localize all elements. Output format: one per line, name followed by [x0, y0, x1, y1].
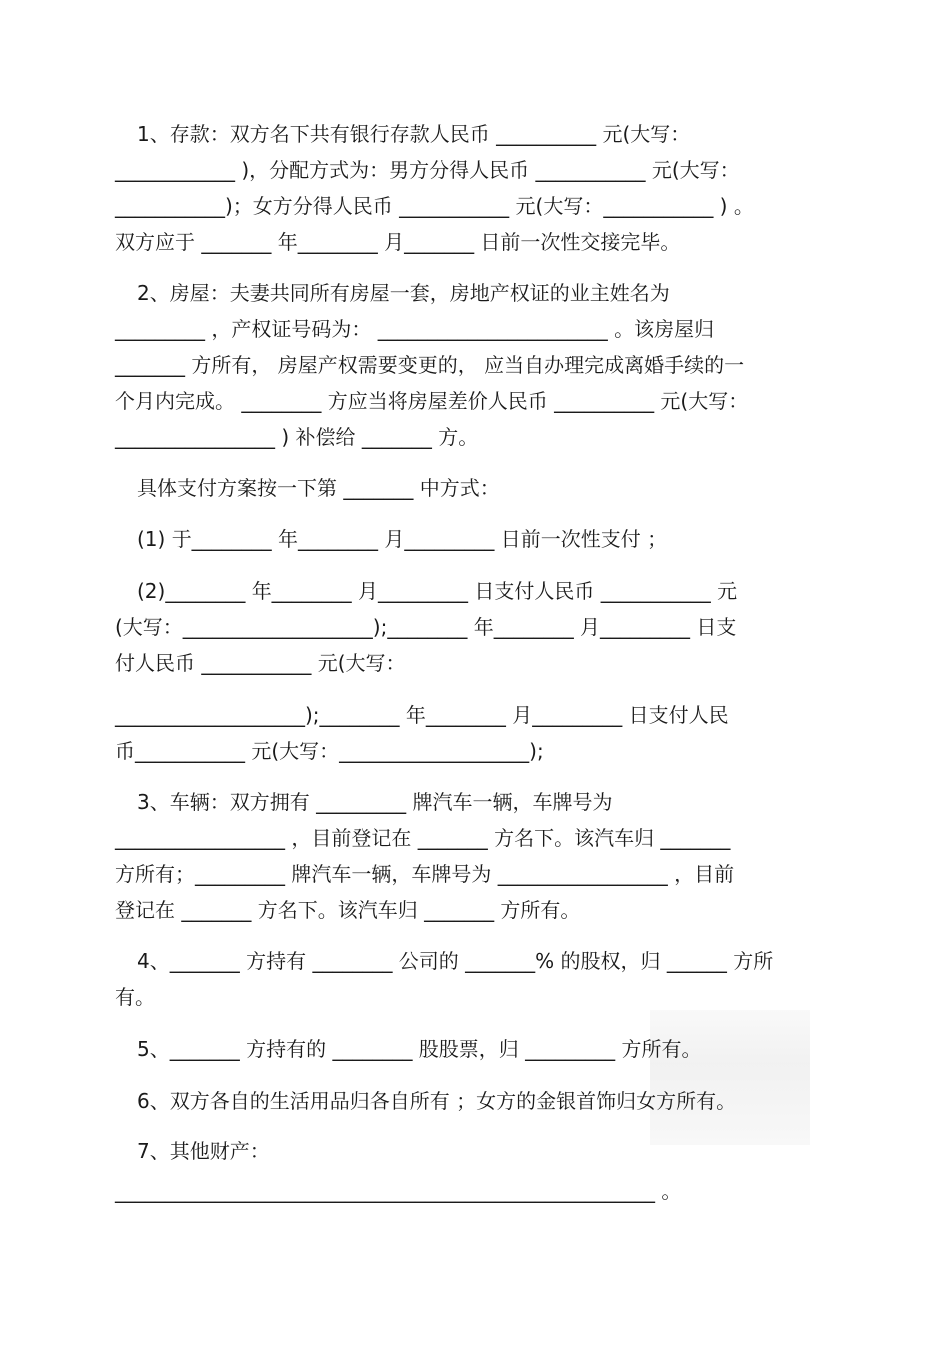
clause-3-line-1: 3、车辆：双方拥有 _________ 牌汽车一辆，车牌号为 [137, 790, 613, 814]
clause-1-line-3: ___________)；女方分得人民币 ___________ 元(大写：___________ ) 。 [115, 194, 754, 218]
clause-7-label: 7、其他财产： [137, 1139, 270, 1163]
payment-option-1: (1) 于________ 年________ 月_________ 日前一次性支付 ； [137, 527, 668, 551]
clause-2-line-3: _______ 方所有， 房屋产权需要变更的， 应当自办理完成离婚手续的一 [115, 353, 745, 377]
background-watermark-image [650, 1010, 810, 1145]
payment-plan-intro: 具体支付方案按一下第 _______ 中方式： [137, 476, 500, 500]
clause-2-line-5: ________________ ) 补偿给 _______ 方。 [115, 425, 479, 449]
clause-1-line-4: 双方应于 _______ 年________ 月_______ 日前一次性交接完毕。 [115, 230, 681, 254]
clause-3-line-2: _________________ ，目前登记在 _______ 方名下。该汽车归 _______ [115, 826, 731, 850]
clause-1-line-1: 1、存款：双方名下共有银行存款人民币 __________ 元(大写： [137, 122, 691, 146]
clause-5: 5、_______ 方持有的 ________ 股股票，归 _________ 方所有。 [137, 1037, 702, 1061]
clause-4-line-2: 有。 [115, 985, 155, 1009]
payment-option-2-line-4: ___________________);________ 年________ 月_________ 日支付人民 [115, 703, 729, 727]
payment-option-2-line-2: (大写：___________________);________ 年________ 月_________ 日支 [115, 615, 737, 639]
clause-2-line-2: _________ ，产权证号码为： _______________________ 。该房屋归 [115, 317, 715, 341]
clause-2-line-4: 个月内完成。 ________ 方应当将房屋差价人民币 __________ 元(大写： [115, 389, 749, 413]
clause-1-line-2: ____________ )，分配方式为：男方分得人民币 ___________ 元(大写： [115, 158, 740, 182]
clause-2-line-1: 2、房屋：夫妻共同所有房屋一套，房地产权证的业主姓名为 [137, 281, 670, 305]
payment-option-2-line-3: 付人民币 ___________ 元(大写： [115, 651, 406, 675]
payment-option-2-line-5: 币___________ 元(大写：___________________); [115, 739, 544, 763]
clause-6: 6、双方各自的生活用品归各自所有 ；女方的金银首饰归女方所有。 [137, 1089, 737, 1113]
clause-3-line-3: 方所有；_________ 牌汽车一辆，车牌号为 _________________ ，目前 [115, 862, 735, 886]
clause-3-line-4: 登记在 _______ 方名下。该汽车归 _______ 方所有。 [115, 898, 581, 922]
payment-option-2-line-1: (2)________ 年________ 月_________ 日支付人民币 ___________ 元 [137, 579, 738, 603]
clause-4-line-1: 4、_______ 方持有 ________ 公司的 _______% 的股权，归 ______ 方所 [137, 949, 774, 973]
clause-7-blank: ______________________________________________________ 。 [115, 1179, 682, 1203]
